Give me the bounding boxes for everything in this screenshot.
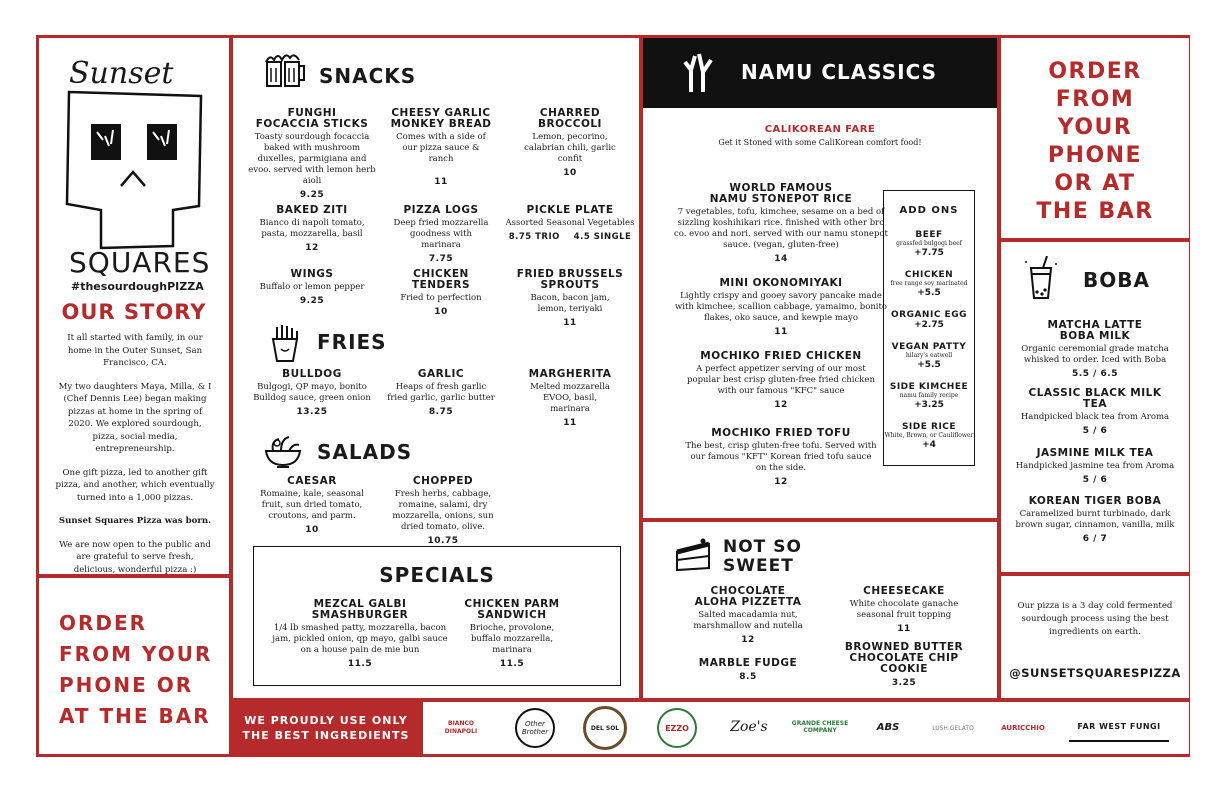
menu-item bbox=[381, 205, 501, 264]
item-price: 12 bbox=[305, 243, 319, 253]
menu-item bbox=[383, 476, 503, 546]
salad-bowl-icon bbox=[263, 431, 303, 471]
item-price: 11 bbox=[897, 624, 911, 634]
logo-auricchio: AURICCHIO bbox=[1001, 724, 1045, 732]
item-price: 6 / 7 bbox=[1082, 534, 1108, 544]
item-price: 11.5 bbox=[347, 659, 373, 669]
item-desc: Comes with a side of our pizza sauce & ranch bbox=[396, 132, 486, 164]
fries-title: FRIES bbox=[317, 330, 387, 354]
addon-price: +5.5 bbox=[917, 360, 941, 370]
addon-item bbox=[884, 422, 974, 450]
item-name: MOCHIKO FRIED TOFU bbox=[711, 427, 851, 439]
addon-name: SIDE KIMCHEE bbox=[889, 382, 969, 392]
story-paragraph: It all started with family, in our home in the Outer Sunset, San Francisco, CA. bbox=[67, 333, 203, 368]
item-name: MINI OKONOMIYAKI bbox=[719, 277, 843, 289]
item-desc: Heaps of fresh garlic fried garlic, garlic butter bbox=[387, 382, 495, 403]
boba-panel bbox=[1001, 242, 1189, 572]
dessert-title: NOT SO SWEET bbox=[723, 537, 802, 576]
brand-hashtag: #thesourdoughPIZZA bbox=[71, 280, 204, 293]
item-name: MOCHIKO FRIED CHICKEN bbox=[700, 350, 862, 362]
instagram-handle: @SUNSETSQUARESPIZZA bbox=[1009, 666, 1181, 680]
tree-icon bbox=[683, 52, 713, 92]
item-name: MEZCAL GALBI SMASHBURGER bbox=[311, 598, 409, 621]
dessert-panel bbox=[643, 522, 997, 698]
item-price: 11 bbox=[563, 418, 577, 428]
ingredients-banner bbox=[233, 702, 419, 754]
order-line: ORDER bbox=[59, 611, 148, 635]
addon-item bbox=[884, 270, 974, 298]
item-name: WORLD FAMOUS NAMU STONEPOT RICE bbox=[709, 182, 853, 205]
item-price: 5 / 6 bbox=[1082, 426, 1108, 436]
item-price: 12 bbox=[774, 477, 788, 487]
addon-name: BEEF bbox=[915, 230, 943, 240]
logo-grande: GRANDE CHEESE COMPANY bbox=[791, 720, 849, 734]
item-desc: Buffalo or lemon pepper bbox=[259, 282, 365, 292]
addon-desc: free range soy marinated bbox=[890, 280, 968, 287]
menu-item bbox=[505, 269, 635, 328]
order-line: PHONE OR bbox=[59, 673, 194, 697]
menu-item bbox=[247, 108, 377, 200]
item-price: 7.75 bbox=[428, 254, 454, 264]
namu-title: NAMU CLASSICS bbox=[741, 60, 938, 84]
addon-item bbox=[884, 310, 974, 330]
item-desc: The best, crisp gluten-free tofu. Served with our famous "KFT" Korean fried tofu sauce on the side. bbox=[685, 441, 877, 473]
item-name: GARLIC bbox=[417, 368, 465, 380]
menu-item bbox=[839, 586, 969, 634]
logo-del-sol: DEL SOL bbox=[583, 706, 627, 750]
item-price: 12 bbox=[774, 400, 788, 410]
cake-slice-icon bbox=[673, 538, 713, 574]
item-desc: Bulgogi, QP mayo, bonito Bulldog sauce, green onion bbox=[253, 382, 371, 403]
addons-box bbox=[883, 190, 975, 466]
addon-name: CHICKEN bbox=[904, 270, 954, 280]
specials-box bbox=[253, 546, 621, 686]
order-line: PHONE bbox=[1047, 143, 1143, 168]
item-desc: A perfect appetizer serving of our most popular best crisp gluten-free fried chicken with our famous "KFC" sauce bbox=[687, 364, 875, 396]
item-name: CHEESY GARLIC MONKEY BREAD bbox=[390, 107, 492, 130]
item-price: 11 bbox=[774, 327, 788, 337]
menu-item bbox=[671, 183, 891, 264]
item-price: 3.25 bbox=[891, 678, 917, 688]
beer-mugs-icon bbox=[263, 50, 307, 90]
menu-item bbox=[454, 599, 570, 669]
order-line: OR AT bbox=[1054, 171, 1136, 196]
item-price: 9.25 bbox=[299, 296, 325, 306]
logo-far-west-fungi: FAR WEST FUNGI bbox=[1069, 712, 1169, 742]
item-desc: Bacon, bacon jam, lemon, teriyaki bbox=[530, 293, 610, 314]
item-name: MATCHA LATTE BOBA MILK bbox=[1047, 319, 1143, 342]
brand-script: Sunset bbox=[69, 56, 174, 91]
order-line: FROM YOUR bbox=[59, 642, 213, 666]
item-desc: Lemon, pecorino, calabrian chili, garlic confit bbox=[524, 132, 616, 164]
order-line: THE BAR bbox=[1036, 199, 1154, 224]
menu-item bbox=[505, 205, 635, 242]
addon-name: ORGANIC EGG bbox=[891, 310, 967, 320]
item-desc: Organic ceremonial grade matcha whisked to order. Iced with Boba bbox=[1021, 344, 1169, 365]
item-price: 14 bbox=[774, 254, 788, 264]
salads-title: SALADS bbox=[317, 440, 413, 464]
item-desc: Melted mozzarella EVOO, basil, marinara bbox=[530, 382, 610, 414]
main-menu-panel bbox=[233, 38, 639, 698]
menu-item bbox=[247, 205, 377, 253]
item-price: 10 bbox=[305, 525, 319, 535]
logo-lush-gelato: LUSH GELATO bbox=[932, 724, 974, 732]
addon-name: VEGAN PATTY bbox=[891, 342, 967, 352]
logo-bianco: BIANCO DINAPOLI bbox=[444, 720, 478, 735]
item-desc: White chocolate ganache seasonal fruit topping bbox=[849, 599, 959, 620]
item-price: 10 bbox=[434, 307, 448, 317]
addon-price: +2.75 bbox=[914, 320, 944, 330]
menu-item bbox=[381, 108, 501, 187]
menu-item bbox=[381, 269, 501, 317]
order-right-text bbox=[1001, 58, 1189, 226]
item-desc: Toasty sourdough focaccia baked with mushroom duxelles, parmigiana and evoo. served with lemon herb aioli bbox=[248, 132, 376, 186]
item-name: JASMINE MILK TEA bbox=[1036, 447, 1154, 459]
menu-item bbox=[683, 586, 813, 645]
item-name: CHICKEN TENDERS bbox=[411, 268, 471, 291]
menu-item bbox=[839, 642, 969, 688]
item-name: CHOCOLATE ALOHA PIZZETTA bbox=[694, 585, 802, 608]
addon-price: +3.25 bbox=[914, 400, 944, 410]
item-price: 11.5 bbox=[499, 659, 525, 669]
item-desc: Deep fried mozzarella goodness with marinara bbox=[393, 218, 489, 250]
item-price: 12 bbox=[741, 635, 755, 645]
footer-text: Our pizza is a 3 day cold fermented sourdough process using the best ingredients on earth. bbox=[1017, 601, 1173, 637]
menu-item bbox=[671, 428, 891, 487]
logo-strip bbox=[423, 702, 1189, 754]
item-name: KOREAN TIGER BOBA bbox=[1028, 495, 1162, 507]
logo-ezzo: EZZO bbox=[657, 708, 697, 748]
item-price: 13.25 bbox=[296, 407, 328, 417]
addon-desc: grassfed bulgogi beef bbox=[896, 240, 962, 247]
item-price: 10.75 bbox=[427, 536, 459, 546]
item-price: 5 / 6 bbox=[1082, 475, 1108, 485]
addon-name: SIDE RICE bbox=[901, 422, 957, 432]
order-line: ORDER bbox=[1048, 59, 1142, 84]
item-desc: Fried to perfection bbox=[400, 293, 482, 303]
story-panel bbox=[39, 38, 229, 574]
addon-desc: hilary's eatwell bbox=[905, 352, 953, 359]
item-name: CLASSIC BLACK MILK TEA bbox=[1028, 387, 1162, 410]
order-line: AT THE BAR bbox=[59, 704, 211, 728]
item-price: 8.75 bbox=[428, 407, 454, 417]
item-desc: Lightly crispy and gooey savory pancake made with kimchee, scallion cabbage, yamaimo, bonito flakes, oko sauce, and kewpie mayo bbox=[674, 291, 888, 323]
brand-squares: SQUARES bbox=[69, 246, 211, 279]
addon-price: +4 bbox=[922, 440, 936, 450]
item-name: CHEESECAKE bbox=[863, 585, 945, 597]
logo-zoes: Zoe's bbox=[730, 719, 768, 735]
namu-tagline: Get it Stoned with some CaliKorean comfort food! bbox=[718, 138, 922, 147]
item-desc: Handpicked black tea from Aroma bbox=[1020, 412, 1170, 422]
item-price: 11 bbox=[434, 177, 448, 187]
menu-item bbox=[247, 269, 377, 306]
addon-item bbox=[884, 342, 974, 370]
addon-price: +7.75 bbox=[914, 248, 944, 258]
item-name: BAKED ZITI bbox=[276, 204, 348, 216]
item-name: CHARRED BROCCOLI bbox=[538, 107, 602, 130]
menu-item bbox=[1011, 388, 1179, 436]
item-price: 9.25 bbox=[299, 190, 325, 200]
menu-frame bbox=[36, 35, 1190, 757]
namu-subtitle: CALIKOREAN FARE bbox=[764, 124, 876, 135]
item-name: CAESAR bbox=[287, 475, 337, 487]
ingredients-banner-text: WE PROUDLY USE ONLY THE BEST INGREDIENTS bbox=[242, 714, 410, 742]
item-desc: Assorted Seasonal Vegetables bbox=[505, 218, 635, 228]
item-name: BULLDOG bbox=[282, 368, 342, 380]
item-desc: Fresh herbs, cabbage, romaine, salami, dry mozzarella, onions, sun dried tomato, olive. bbox=[392, 489, 494, 532]
snacks-title: SNACKS bbox=[319, 64, 417, 88]
item-desc: 1/4 lb smashed patty, mozzarella, bacon jam, pickled onion, qp mayo, galbi sauce on a house pain de mie bun bbox=[272, 623, 448, 655]
boba-cup-icon bbox=[1023, 256, 1059, 300]
item-name: CHICKEN PARM SANDWICH bbox=[464, 598, 560, 621]
item-name: FRIED BRUSSELS SPROUTS bbox=[516, 268, 624, 291]
menu-item bbox=[247, 476, 377, 535]
item-desc: Caramelized burnt turbinado, dark brown sugar, cinnamon, vanilla, milk bbox=[1015, 509, 1175, 530]
addon-price: +5.5 bbox=[917, 288, 941, 298]
item-desc: Romaine, kale, seasonal fruit, sun dried tomato, croutons, and parm. bbox=[260, 489, 364, 521]
item-name: BROWNED BUTTER CHOCOLATE CHIP COOKIE bbox=[844, 641, 964, 675]
item-price: 8.75 TRIO 4.5 SINGLE bbox=[508, 232, 632, 242]
story-paragraph: We are now open to the public and are grateful to serve fresh, delicious, wonderful pizza :) bbox=[59, 539, 211, 575]
menu-item bbox=[381, 369, 501, 417]
order-left-panel bbox=[39, 578, 229, 754]
menu-item bbox=[683, 658, 813, 682]
menu-item bbox=[270, 599, 450, 669]
addon-item bbox=[884, 230, 974, 258]
item-desc: Brioche, provolone, buffalo mozzarella, marinara bbox=[469, 623, 555, 655]
addon-item bbox=[884, 382, 974, 410]
item-name: PIZZA LOGS bbox=[403, 204, 479, 216]
fries-icon bbox=[267, 323, 303, 363]
story-paragraph: One gift pizza, led to another gift pizza, and another, which eventually turned into a 1,000 pizzas. bbox=[55, 467, 215, 503]
namu-header bbox=[643, 38, 997, 108]
item-name: PICKLE PLATE bbox=[526, 204, 614, 216]
story-paragraph: My two daughters Maya, Milla, & I (Chef Dennis Lee) began making pizzas at home in the spring of 2020. We explored sourdough, pizza, social media, entrepreneurship. bbox=[58, 381, 212, 454]
story-title: OUR STORY bbox=[61, 300, 207, 324]
menu-item bbox=[1011, 448, 1179, 485]
menu-item bbox=[671, 351, 891, 410]
item-name: FUNGHI FOCACCIA STICKS bbox=[255, 107, 369, 130]
brand-logo bbox=[61, 50, 211, 300]
addons-title: ADD ONS bbox=[899, 205, 959, 216]
menu-item bbox=[505, 369, 635, 428]
story-paragraph: Sunset Squares Pizza was born. bbox=[58, 516, 212, 526]
item-price: 10 bbox=[563, 168, 577, 178]
logo-abs: ABS bbox=[876, 721, 900, 733]
item-name: WINGS bbox=[290, 268, 334, 280]
item-name: MARBLE FUDGE bbox=[698, 657, 798, 669]
item-desc: Salted macadamia nut, marshmallow and nutella bbox=[693, 610, 803, 631]
boba-title: BOBA bbox=[1083, 268, 1150, 292]
item-price: 8.5 bbox=[739, 672, 757, 682]
menu-item bbox=[671, 278, 891, 337]
order-line: FROM bbox=[1055, 87, 1135, 112]
story-text bbox=[55, 332, 215, 587]
specials-title: SPECIALS bbox=[379, 563, 495, 587]
logo-other-brother: Other Brother bbox=[515, 708, 555, 748]
item-name: MARGHERITA bbox=[528, 368, 612, 380]
item-price: 5.5 / 6.5 bbox=[1072, 369, 1118, 379]
addon-desc: White, Brown, or Cauliflower bbox=[884, 432, 974, 439]
menu-item bbox=[247, 369, 377, 417]
order-line: YOUR bbox=[1057, 115, 1133, 140]
order-right-panel bbox=[1001, 38, 1189, 238]
namu-panel bbox=[643, 38, 997, 518]
footer-note-panel bbox=[1001, 576, 1189, 698]
item-desc: Bianco di napoli tomato, pasta, mozzarella, basil bbox=[259, 218, 365, 239]
menu-item bbox=[1011, 496, 1179, 544]
item-name: CHOPPED bbox=[412, 475, 474, 487]
menu-item bbox=[1011, 320, 1179, 379]
item-desc: 7 vegetables, tofu, kimchee, sesame on a bed of sizzling koshihikari rice. finished with other bro co. evoo and nori. served with our namu stonepot sauce. (vegan, gluten-free) bbox=[674, 207, 888, 250]
addon-desc: namu family recipe bbox=[899, 392, 959, 399]
item-desc: Handpicked jasmine tea from Aroma bbox=[1015, 461, 1175, 471]
menu-item bbox=[505, 108, 635, 178]
item-price: 11 bbox=[563, 318, 577, 328]
order-left-text bbox=[59, 608, 212, 732]
